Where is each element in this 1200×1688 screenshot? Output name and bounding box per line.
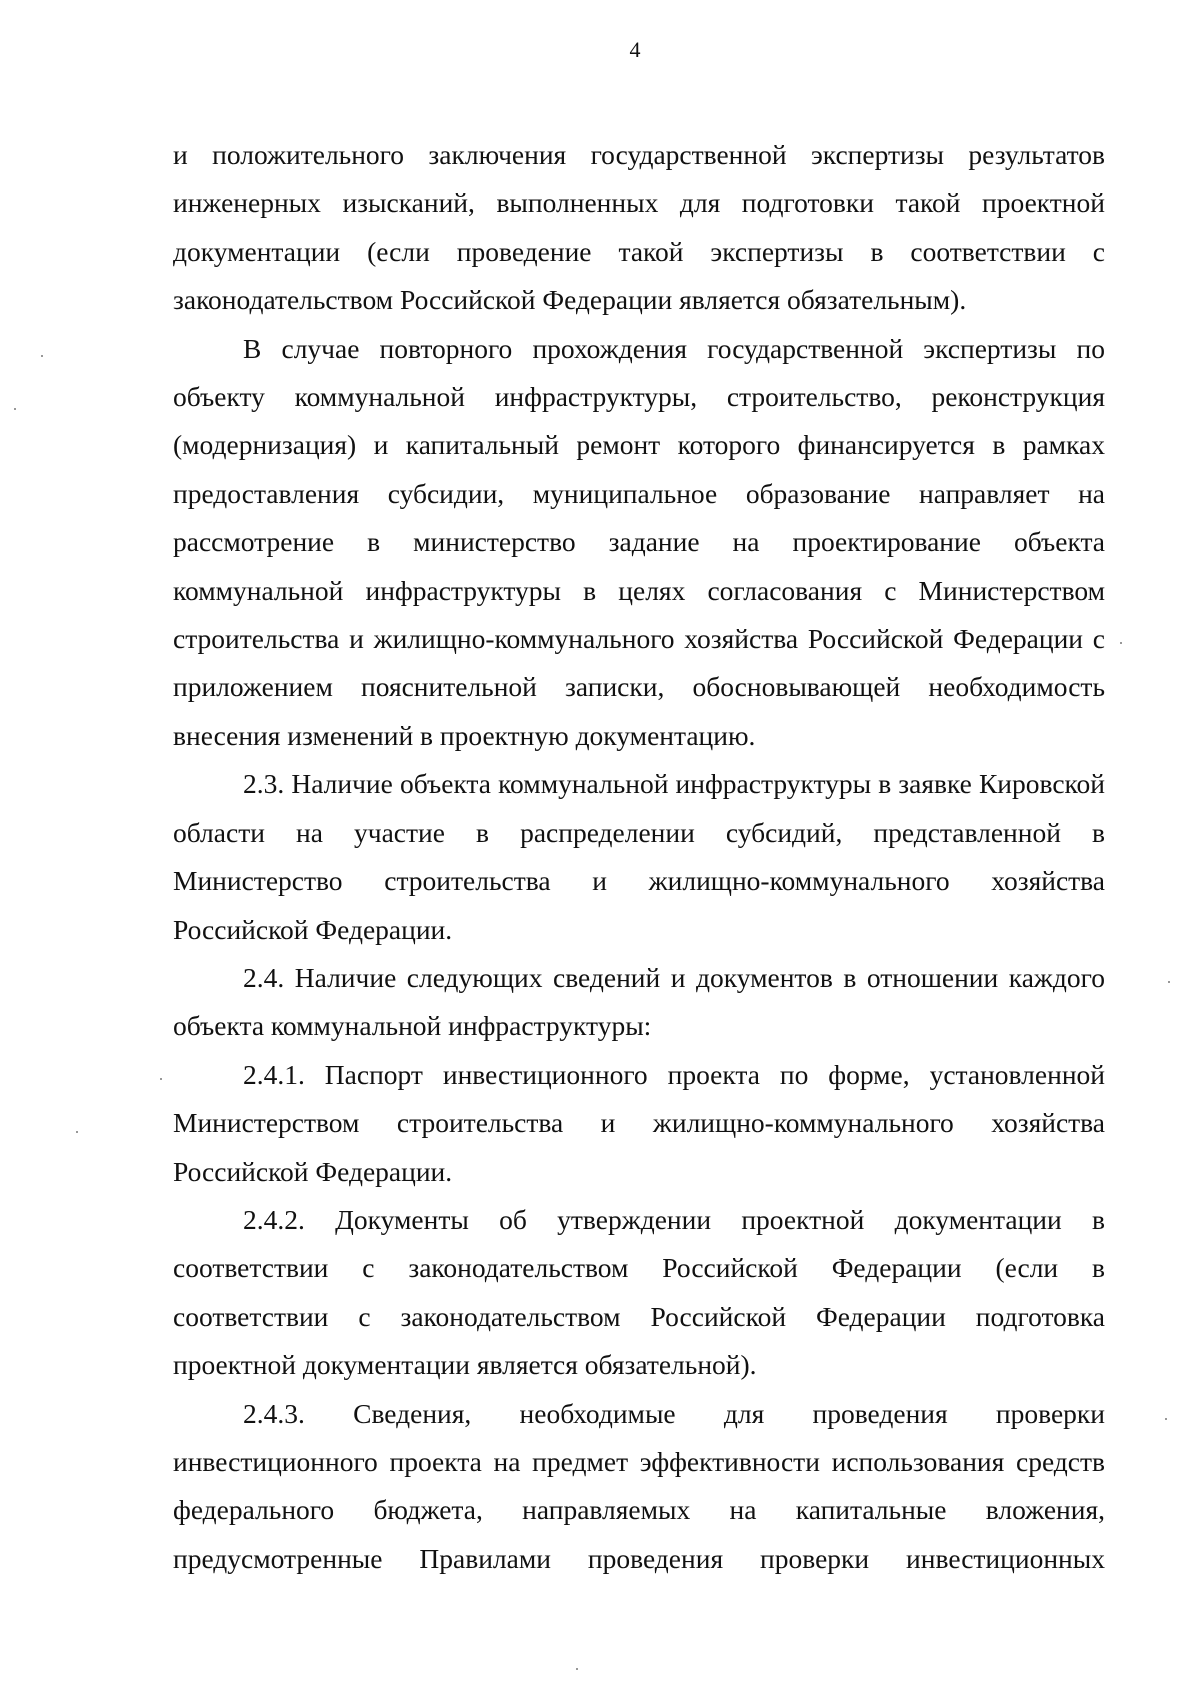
paragraph-continuation: и положительного заключения государственной экспертизы результатов инженерных изысканий, выполненных для подготовки такой проектной документации (если проведение такой экспертизы в соответствии с законодательством Российской Федерации является обязательным). — [173, 139, 1105, 316]
scan-speck — [1120, 642, 1122, 644]
paragraph-2-4-3: 2.4.3. Сведения, необходимые для проведения проверки инвестиционного проекта на предмет эффективности использования средств федерального бюджета, направляемых на капитальные вложения, предусмотренные Правилами проведения проверки инвестиционных — [173, 1397, 1105, 1574]
scan-speck — [1168, 981, 1170, 983]
paragraph-2-4-2: 2.4.2. Документы об утверждении проектной документации в соответствии с законодательством Российской Федерации (если в соответствии с законодательством Российской Федерации подготовка проектной документации является обязательной). — [173, 1203, 1105, 1381]
document-body — [173, 131, 1105, 1583]
scan-speck — [41, 355, 43, 357]
scan-speck — [76, 1131, 78, 1133]
paragraph-repeat-expertise: В случае повторного прохождения государственной экспертизы по объекту коммунальной инфраструктуры, строительство, реконструкция (модернизация) и капитальный ремонт которого финансируется в рамках предоставления субсидии, муниципальное образование направляет на рассмотрение в министерство задание на проектирование объекта коммунальной инфраструктуры в целях согласования с Министерством строительства и жилищно-коммунального хозяйства Российской Федерации с приложением пояснительной записки, обосновывающей необходимость внесения изменений в проектную документацию. — [173, 332, 1105, 751]
scan-speck — [1165, 1418, 1167, 1420]
scan-speck — [14, 408, 16, 410]
scan-speck — [576, 1668, 578, 1670]
scan-speck — [160, 1078, 162, 1080]
paragraph-2-4-1: 2.4.1. Паспорт инвестиционного проекта по форме, установленной Министерством строительства и жилищно-коммунального хозяйства Российской Федерации. — [173, 1058, 1105, 1187]
paragraph-2-4: 2.4. Наличие следующих сведений и документов в отношении каждого объекта коммунальной инфраструктуры: — [173, 961, 1105, 1042]
paragraph-2-3: 2.3. Наличие объекта коммунальной инфраструктуры в заявке Кировской области на участие в распределении субсидий, представленной в Министерство строительства и жилищно-коммунального хозяйства Российской Федерации. — [173, 768, 1105, 945]
page-number: 4 — [629, 37, 641, 62]
